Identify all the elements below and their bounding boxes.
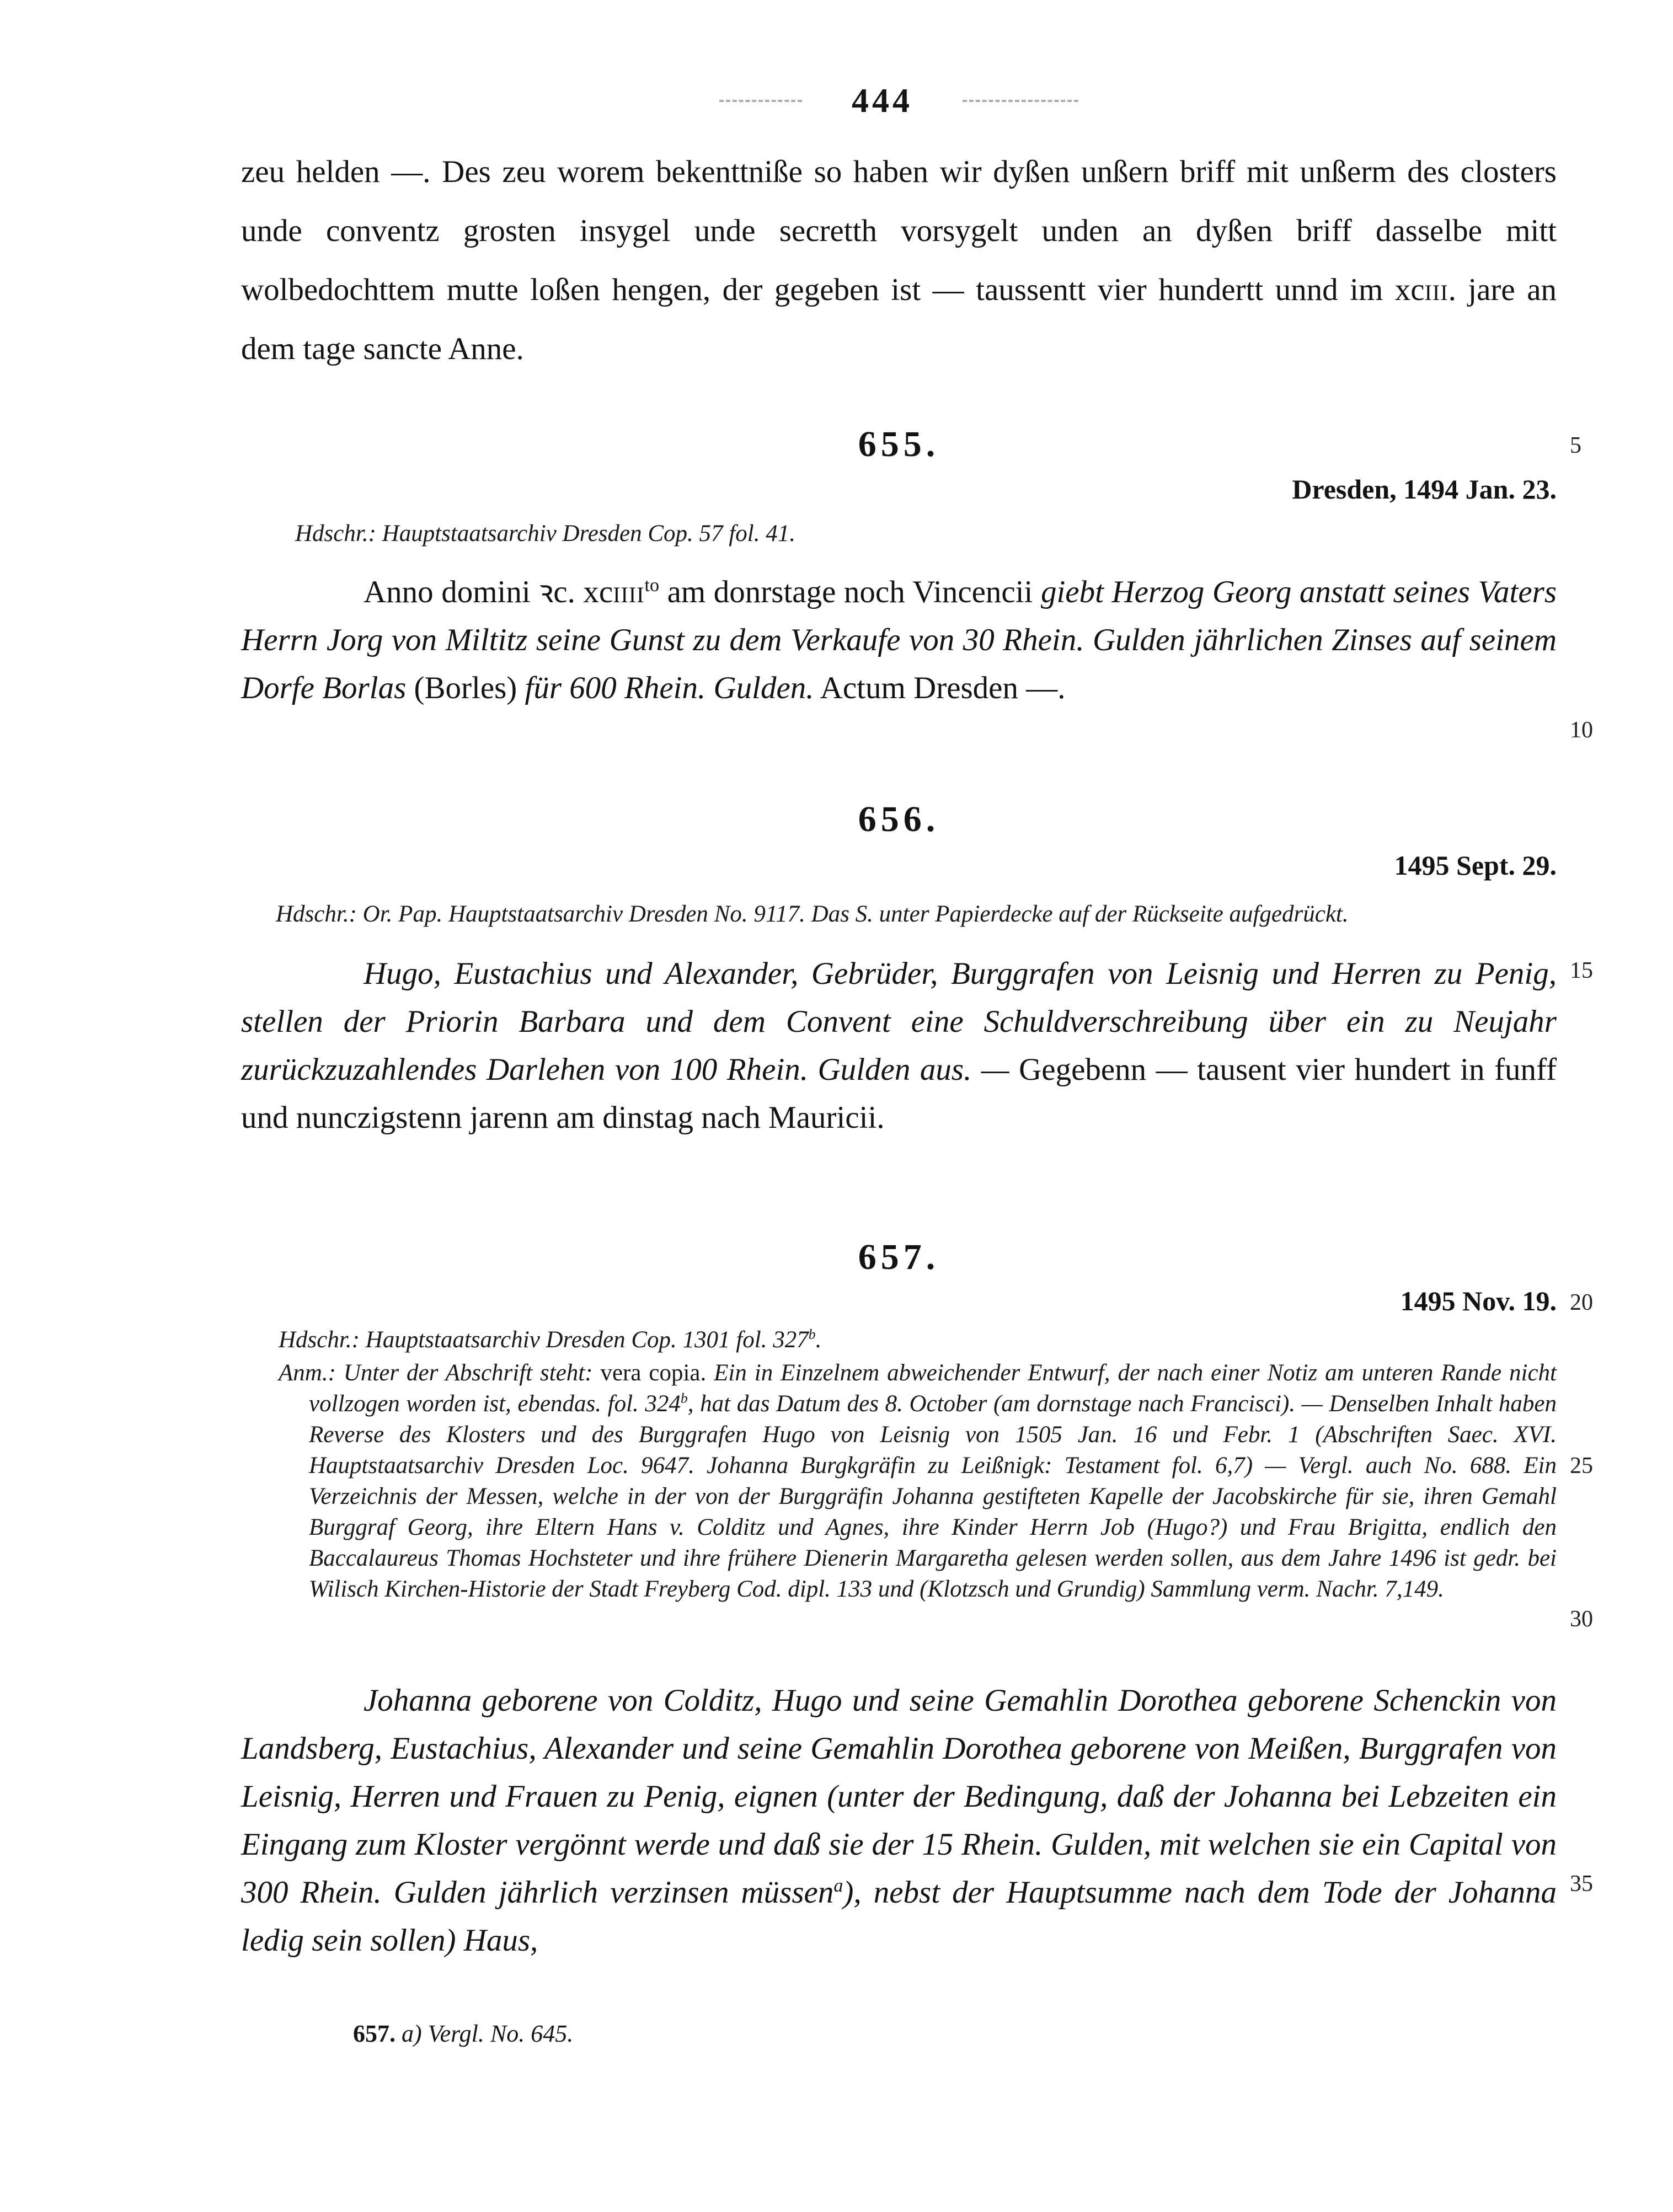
text-segment: iiii [613, 575, 645, 609]
text-segment: a [833, 1876, 843, 1896]
header-dash-right [963, 100, 1078, 102]
margin-line-number-15: 15 [1570, 958, 1593, 983]
entry-657-body [241, 1677, 1557, 1964]
text-segment: Anm.: Unter der Abschrift steht: [279, 1360, 601, 1386]
text-segment: a) Vergl. No. 645. [402, 2020, 574, 2047]
margin-line-number-25: 25 [1570, 1453, 1593, 1479]
text-segment: Gegebenn — tausent vier hundert in funff und nunczigstenn jarenn am dinstag nach Mauricii. [241, 1052, 1557, 1135]
continuation-paragraph [241, 142, 1557, 378]
text-segment: (Borles) [414, 671, 525, 705]
entry-656-number: 656. [858, 799, 940, 839]
header-dash-left [719, 100, 802, 102]
entry-655-date: Dresden, 1494 Jan. 23. [1292, 474, 1557, 505]
text-segment: Johanna geborene von Colditz, Hugo und seine Gemahlin Dorothea geborene Schenckin von Landsberg, Eustachius, Alexander und seine Gemahlin Dorothea geborene von Meißen, Burggrafen von Leisnig, Herren und Frauen zu Penig, eignen (unter der Bedingung, daß der Johanna bei Lebzeiten ein Eingang zum Kloster vergönnt werde und daß sie der 15 Rhein. Gulden, mit welchen sie ein Capital von 300 Rhein. Gulden jährlich verzinsen müssen [241, 1683, 1557, 1910]
entry-657-date: 1495 Nov. 19. [1400, 1286, 1557, 1316]
margin-line-number-20: 20 [1570, 1290, 1593, 1315]
entry-657-footnote [353, 2020, 573, 2048]
text-segment: to [644, 575, 660, 596]
text-segment: . jare an dem tage sancte Anne. [241, 272, 1557, 366]
margin-line-number-5: 5 [1570, 433, 1581, 458]
entry-655-hdschr [295, 518, 795, 549]
text-segment: Actum Dresden —. [814, 671, 1066, 705]
text-segment: Anno domini ꝛc. xc [364, 575, 613, 609]
page-number: 444 [852, 82, 913, 120]
text-segment: für 600 Rhein. Gulden. [525, 671, 814, 705]
entry-655-body [241, 568, 1557, 712]
text-segment: Hdschr.: Hauptstaatsarchiv Dresden Cop. 1301 fol. 327 [279, 1327, 809, 1353]
margin-line-number-35: 35 [1570, 1871, 1593, 1897]
text-segment: Ein in Einzelnem abweichender Entwurf, der nach einer Notiz am unteren Rande nicht vollzogen worden ist, ebendas. fol. 324 [309, 1360, 1557, 1417]
text-segment: Hdschr.: Hauptstaatsarchiv Dresden Cop. 57 fol. 41. [295, 521, 795, 547]
text-segment: b [808, 1326, 816, 1342]
text-segment: . [815, 1327, 822, 1353]
text-segment: b [680, 1390, 688, 1406]
text-segment: am donrstage noch Vincencii [659, 575, 1041, 609]
text-segment: , hat das Datum des 8. October (am dornstage nach Francisci). — Denselben Inhalt haben Reverse des Klosters und des Burggrafen Hugo von Leisnig von 1505 Jan. 16 und Febr. 1 (Abschriften Saec. XVI. Hauptstaatsarchiv Dresden Loc. 9647. Johanna Burgkgräfin zu Leißnigk: Testament fol. 6,7) — Vergl. auch No. 688. Ein Verzeichnis der Messen, welche in der von der Burggräfin Johanna gestifteten Kapelle der Jacobskirche für sie, ihren Gemahl Burggraf Georg, ihre Eltern Hans v. Colditz und Agnes, ihre Kinder Herrn Job (Hugo?) und Frau Brigitta, endlich den Baccalaureus Thomas Hochsteter und ihre frühere Dienerin Margaretha gelesen werden sollen, aus dem Jahre 1496 ist gedr. bei Wilisch Kirchen-Historie der Stadt Freyberg Cod. dipl. 133 und (Klotzsch und Grundig) Sammlung verm. Nachr. 7,149. [309, 1391, 1557, 1602]
margin-line-number-30: 30 [1570, 1606, 1593, 1632]
entry-656-body [241, 950, 1557, 1142]
margin-line-number-10: 10 [1570, 717, 1593, 743]
entry-657-anm [279, 1358, 1557, 1605]
entry-657-number: 657. [858, 1237, 940, 1277]
text-segment: vera copia. [600, 1360, 707, 1386]
text-segment: ), nebst der Hauptsumme nach dem Tode der Johanna ledig sein sollen) Haus, [241, 1875, 1557, 1958]
text-segment: Hugo, Eustachius und Alexander, Gebrüder, Burggrafen von Leisnig und Herren zu Penig, stellen der Priorin Barbara und dem Convent eine Schuldverschreibung über ein zu Neujahr zurückzuzahlendes Darlehen von 100 Rhein. Gulden aus. — [241, 956, 1557, 1087]
text-segment: iii [1424, 272, 1448, 307]
text-segment: 657. [353, 2020, 402, 2047]
entry-656-date: 1495 Sept. 29. [1394, 850, 1557, 881]
text-segment: Hdschr.: Or. Pap. Hauptstaatsarchiv Dresden No. 9117. Das S. unter Papierdecke auf der Rückseite aufgedrückt. [276, 901, 1349, 927]
text-segment: giebt Herzog Georg anstatt seines Vaters Herrn Jorg von Miltitz seine Gunst zu dem Verkaufe von 30 Rhein. Gulden jährlichen Zinses auf seinem Dorfe Borlas [241, 575, 1557, 705]
entry-657-hdschr [279, 1325, 821, 1356]
entry-656-hdschr [276, 899, 1349, 930]
page-header [241, 82, 1557, 120]
text-segment: zeu helden —. Des zeu worem bekenttniße so haben wir dyßen unßern briff mit unßerm des closters unde conventz grosten insygel unde secretth vorsygelt unden an dyßen briff dasselbe mitt wolbedochttem mutte loßen hengen, der gegeben ist — taussentt vier hundertt unnd im xc [241, 154, 1557, 307]
entry-655-number: 655. [858, 424, 940, 464]
